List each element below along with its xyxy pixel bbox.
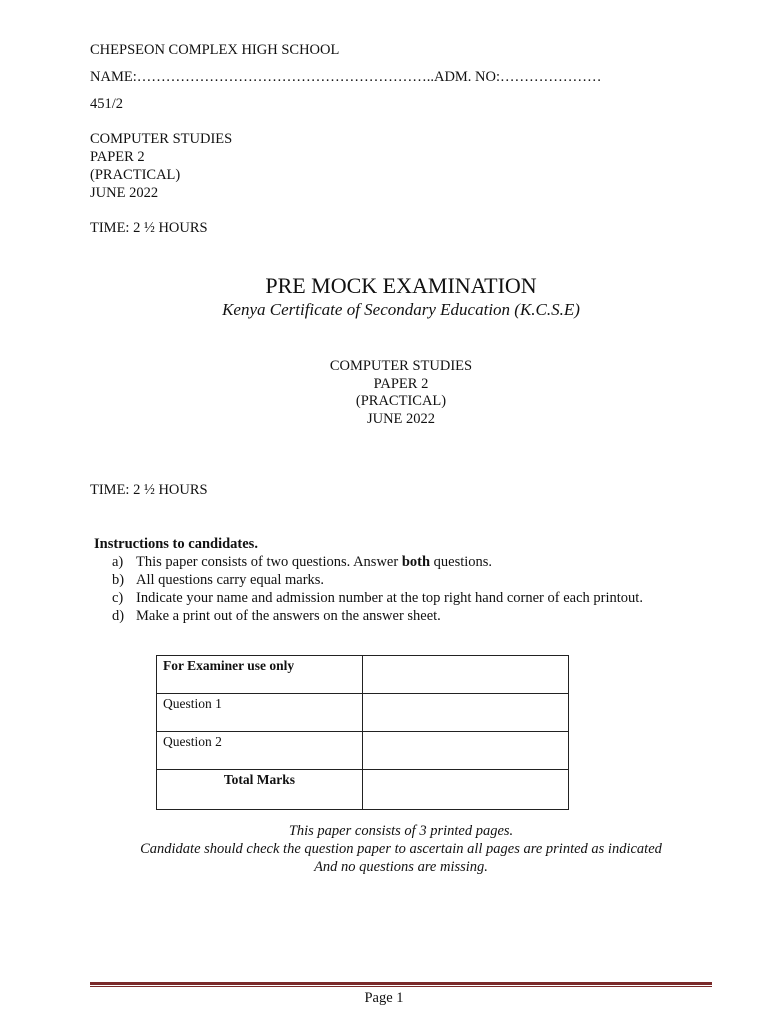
check-note: Candidate should check the question paper to ascertain all pages are printed as indicated (140, 841, 662, 857)
instructions-list (112, 553, 643, 625)
table-row (157, 656, 569, 694)
exam-subtitle: Kenya Certificate of Secondary Education (K.C.S.E) (222, 300, 580, 319)
table-cell-label: For Examiner use only (157, 656, 363, 694)
instruction-label: a) (112, 554, 124, 570)
examiner-table (156, 655, 569, 810)
header-subject: COMPUTER STUDIES (90, 131, 233, 147)
header-paper: PAPER 2 (90, 149, 145, 165)
pages-note: This paper consists of 3 printed pages. (288, 823, 514, 839)
center-subject: COMPUTER STUDIES (329, 358, 473, 374)
instruction-item (112, 589, 643, 607)
time-allowed: TIME: 2 ½ HOURS (90, 482, 208, 498)
instruction-text: All questions carry equal marks. (136, 572, 325, 588)
paper-code: 451/2 (90, 96, 124, 112)
table-row (157, 770, 569, 810)
table-cell-marks (363, 770, 569, 810)
instructions-heading: Instructions to candidates. (94, 536, 258, 552)
header-date: JUNE 2022 (90, 185, 159, 201)
instruction-label: b) (112, 572, 125, 588)
table-cell-label: Total Marks (157, 770, 363, 810)
school-name: CHEPSEON COMPLEX HIGH SCHOOL (90, 42, 340, 58)
footer-rule-thin (90, 986, 712, 987)
table-cell-marks (363, 656, 569, 694)
table-cell-marks (363, 732, 569, 770)
header-type: (PRACTICAL) (90, 167, 181, 183)
header-time: TIME: 2 ½ HOURS (90, 220, 208, 236)
table-row (157, 732, 569, 770)
name-adm-line: NAME:……………………………………………………..ADM. NO:………………… (90, 69, 602, 85)
footer-rule (90, 982, 712, 985)
exam-title: PRE MOCK EXAMINATION (265, 273, 537, 298)
missing-note: And no questions are missing. (314, 859, 488, 875)
center-paper: PAPER 2 (373, 376, 429, 392)
instruction-label: d) (112, 608, 125, 624)
instruction-text: questions. (430, 554, 493, 570)
instruction-text: Indicate your name and admission number at the top right hand corner of each printout. (136, 590, 643, 606)
table-row (157, 694, 569, 732)
instruction-text: This paper consists of two questions. Answer (136, 554, 402, 570)
table-cell-marks (363, 694, 569, 732)
instruction-text: Make a print out of the answers on the answer sheet. (136, 608, 441, 624)
center-type: (PRACTICAL) (355, 393, 447, 409)
instruction-item (112, 553, 643, 571)
instruction-emphasis: both (401, 554, 431, 570)
page-number: Page 1 (364, 990, 404, 1006)
center-date: JUNE 2022 (366, 411, 436, 427)
table-cell-label: Question 2 (157, 732, 363, 770)
instruction-item (112, 571, 643, 589)
instruction-label: c) (112, 590, 124, 606)
instruction-item (112, 607, 643, 625)
table-cell-label: Question 1 (157, 694, 363, 732)
